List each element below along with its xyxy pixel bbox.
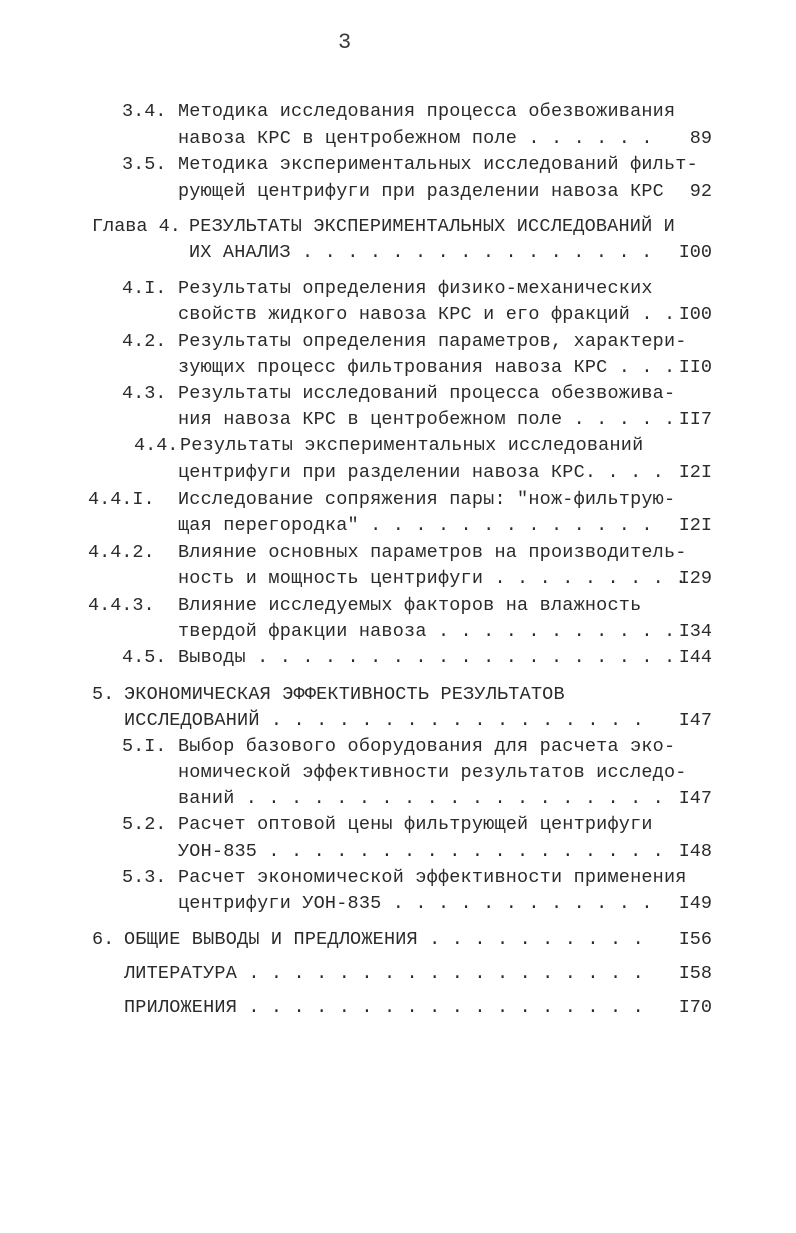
toc-page: I00 (678, 242, 712, 263)
toc-line: навоза КРС в центробежном поле . . . . . . (178, 128, 653, 149)
toc-line: ИХ АНАЛИЗ . . . . . . . . . . . . . . . . (189, 242, 653, 263)
toc-line: Влияние основных параметров на производитель- (178, 542, 687, 563)
toc-number: 4.5. (122, 647, 167, 668)
toc-page: I00 (678, 304, 712, 325)
toc-line: Результаты экспериментальных исследований (180, 435, 644, 456)
toc-line: ПРИЛОЖЕНИЯ . . . . . . . . . . . . . . . . . . (124, 997, 644, 1018)
toc-line: Результаты определения параметров, характери- (178, 331, 687, 352)
toc-page: I44 (678, 647, 712, 668)
toc-line: ЛИТЕРАТУРА . . . . . . . . . . . . . . . . . . (124, 963, 644, 984)
toc-line: Методика исследования процесса обезвоживания (178, 101, 676, 122)
toc-number: 4.4.3. (88, 595, 155, 616)
toc-number: 6. (92, 929, 115, 950)
toc-page: II0 (678, 357, 712, 378)
toc-line: ЭКОНОМИЧЕСКАЯ ЭФФЕКТИВНОСТЬ РЕЗУЛЬТАТОВ (124, 684, 565, 705)
toc-line: Влияние исследуемых факторов на влажность (178, 595, 642, 616)
toc-number: 5.2. (122, 814, 167, 835)
toc-line: зующих процесс фильтрования навоза КРС . . . (178, 357, 676, 378)
toc-line: центрифуги УОН-835 . . . . . . . . . . . . (178, 893, 653, 914)
toc-number: 3.5. (122, 154, 167, 175)
toc-page: 89 (689, 128, 712, 149)
toc-line: номической эффективности результатов исследо- (178, 762, 687, 783)
toc-line: рующей центрифуги при разделении навоза КРС (178, 181, 664, 202)
toc-line: щая перегородка" . . . . . . . . . . . . . (178, 515, 653, 536)
toc-line: РЕЗУЛЬТАТЫ ЭКСПЕРИМЕНТАЛЬНЫХ ИССЛЕДОВАНИЙ И (189, 216, 675, 237)
toc-number: 4.3. (122, 383, 167, 404)
toc-page: I48 (678, 841, 712, 862)
toc-page: I47 (678, 710, 712, 731)
toc-page: I2I (678, 462, 712, 483)
toc-line: ность и мощность центрифуги . . . . . . . . . (178, 568, 687, 589)
toc-line: твердой фракции навоза . . . . . . . . . . . (178, 621, 676, 642)
toc-number: 4.I. (122, 278, 167, 299)
toc-page: I58 (678, 963, 712, 984)
toc-line: Расчет экономической эффективности применения (178, 867, 687, 888)
toc-line: Методика экспериментальных исследований фильт- (178, 154, 698, 175)
toc-page: I29 (678, 568, 712, 589)
toc-page: 92 (689, 181, 712, 202)
page-number: 3 (338, 30, 352, 55)
toc-number: 3.4. (122, 101, 167, 122)
toc-line: ОБЩИЕ ВЫВОДЫ И ПРЕДЛОЖЕНИЯ . . . . . . . . . . (124, 929, 644, 950)
toc-line: Выводы . . . . . . . . . . . . . . . . . . . (178, 647, 676, 668)
toc-page: I70 (678, 997, 712, 1018)
toc-page: I49 (678, 893, 712, 914)
toc-line: Исследование сопряжения пары: "нож-фильтрую- (178, 489, 676, 510)
toc-line: УОН-835 . . . . . . . . . . . . . . . . . . (178, 841, 664, 862)
toc-number: 4.4. (134, 435, 179, 456)
toc-number: 4.4.I. (88, 489, 155, 510)
toc-number: 5.3. (122, 867, 167, 888)
toc-line: Результаты исследований процесса обезвожива- (178, 383, 676, 404)
toc-number: 5.I. (122, 736, 167, 757)
toc-line: ния навоза КРС в центробежном поле . . . . . (178, 409, 676, 430)
toc-line: Результаты определения физико-механических (178, 278, 653, 299)
toc-number: 4.4.2. (88, 542, 155, 563)
toc-page: II7 (678, 409, 712, 430)
toc-page: I47 (678, 788, 712, 809)
toc-line: центрифуги при разделении навоза КРС. . . . (178, 462, 664, 483)
toc-line: свойств жидкого навоза КРС и его фракций . . (178, 304, 676, 325)
toc-line: Выбор базового оборудования для расчета эко- (178, 736, 676, 757)
toc-number: 4.2. (122, 331, 167, 352)
toc-page: I34 (678, 621, 712, 642)
toc-line: Расчет оптовой цены фильтрующей центрифуги (178, 814, 653, 835)
toc-number: Глава 4. (92, 216, 181, 237)
toc-page: I56 (678, 929, 712, 950)
toc-number: 5. (92, 684, 115, 705)
toc-page: I2I (678, 515, 712, 536)
toc-line: ИССЛЕДОВАНИЙ . . . . . . . . . . . . . . . . . (124, 710, 644, 731)
toc-line: ваний . . . . . . . . . . . . . . . . . . . (178, 788, 664, 809)
